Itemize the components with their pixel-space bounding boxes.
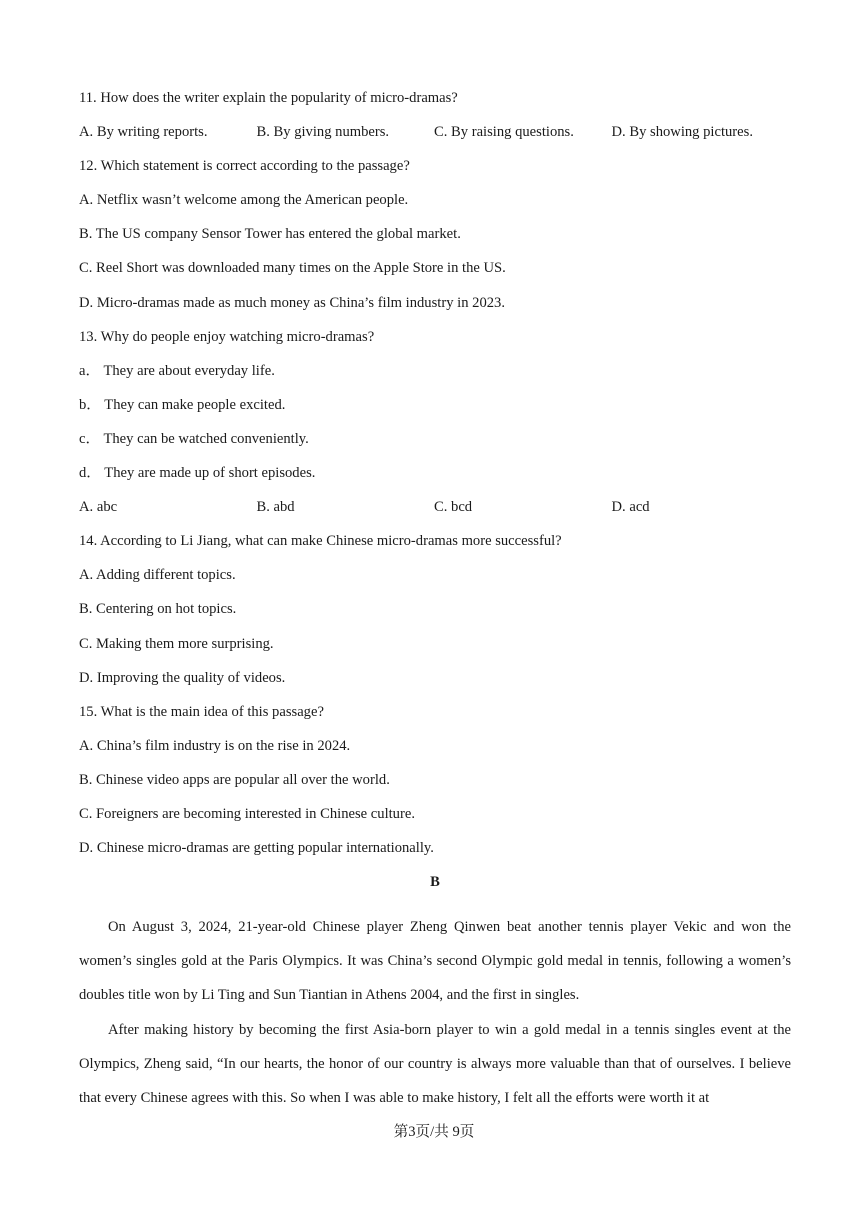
question-11-options [79,121,791,155]
q15-option-c: C. Foreigners are becoming interested in Chinese culture. [79,805,415,822]
q14-option-a: A. Adding different topics. [79,567,236,584]
q14-option-b: B. Centering on hot topics. [79,601,237,618]
q11-option-d: D. By showing pictures. [611,124,753,141]
section-heading: B [430,874,440,891]
q13-option-d: D. acd [611,499,650,516]
question-14-stem: 14. According to Li Jiang, what can make Chinese micro-dramas more successful? [79,533,562,550]
question-13-stem: 13. Why do people enjoy watching micro-dramas? [79,328,375,345]
q12-option-b: B. The US company Sensor Tower has entered the global market. [79,226,461,243]
q12-option-c: C. Reel Short was downloaded many times on the Apple Store in the US. [79,260,506,277]
q12-option-d: D. Micro-dramas made as much money as China’s film industry in 2023. [79,294,505,311]
q12-option-a: A. Netflix wasn’t welcome among the American people. [79,192,409,209]
page-content [79,87,791,1115]
q13-item-d: d． They are made up of short episodes. [79,465,316,482]
question-12-stem: 12. Which statement is correct according to the passage? [79,158,410,175]
question-13-options [79,496,791,530]
q13-option-b: B. abd [256,499,295,516]
q13-option-c: C. bcd [434,499,473,516]
q13-item-b: b． They can make people excited. [79,396,286,413]
q13-item-a: a． They are about everyday life. [79,362,275,379]
q14-option-d: D. Improving the quality of videos. [79,669,286,686]
q14-option-c: C. Making them more surprising. [79,635,274,652]
q15-option-a: A. China’s film industry is on the rise in 2024. [79,737,351,754]
question-15-stem: 15. What is the main idea of this passage? [79,703,324,720]
q13-option-a: A. abc [79,499,118,516]
question-11-stem: 11. How does the writer explain the popularity of micro-dramas? [79,90,458,106]
q11-option-a: A. By writing reports. [79,124,208,141]
q15-option-b: B. Chinese video apps are popular all over the world. [79,771,390,788]
q11-option-b: B. By giving numbers. [256,124,390,141]
passage-paragraph-2: After making history by becoming the first Asia-born player to win a gold medal in a tennis singles event at the Olympics, Zheng said, “In our hearts, the honor of our country is always more valuable than that of ourselves. I believe that every Chinese agrees with this. So when I was able to make history, I felt all the efforts were worth it at [79,1021,791,1106]
q11-option-c: C. By raising questions. [434,124,574,141]
page-footer: 第3页/共 9页 [393,1124,475,1140]
q13-item-c: c． They can be watched conveniently. [79,430,309,447]
passage-paragraph-1: On August 3, 2024, 21-year-old Chinese player Zheng Qinwen beat another tennis player Vekic and won the women’s singles gold at the Paris Olympics. It was China’s second Olympic gold medal in tennis, following a women’s doubles title won by Li Ting and Sun Tiantian in Athens 2004, and the first in singles. [79,919,791,1004]
q15-option-d: D. Chinese micro-dramas are getting popular internationally. [79,840,434,857]
